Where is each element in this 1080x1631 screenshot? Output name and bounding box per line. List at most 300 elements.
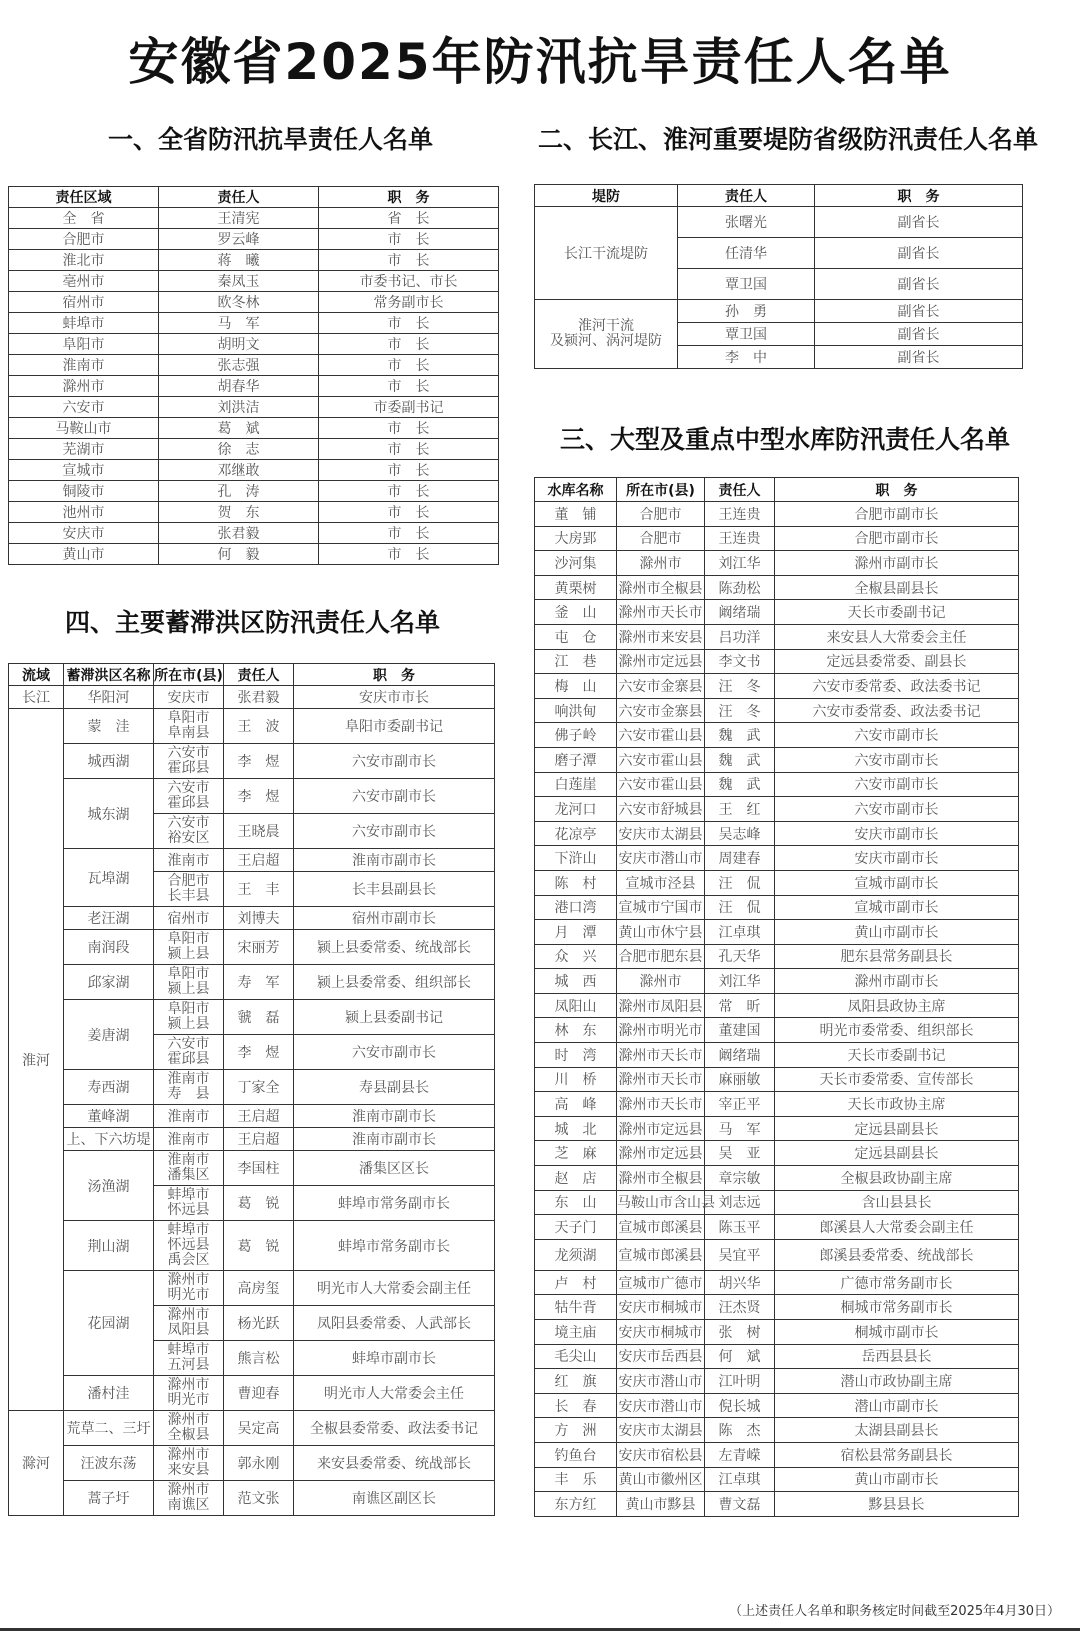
- table-row: [535, 723, 1019, 748]
- person-cell: 任清华: [678, 238, 815, 269]
- position-cell: 天长市委副书记: [775, 600, 1019, 625]
- table-row: [9, 686, 495, 709]
- column-header: 职 务: [319, 187, 499, 208]
- person-cell: 虢 磊: [224, 1000, 294, 1035]
- table-row: [9, 439, 499, 460]
- header-row: [535, 478, 1019, 502]
- location-cell: 宣城市宁国市: [617, 895, 705, 920]
- person-cell: 吴定高: [224, 1411, 294, 1446]
- region-cell: 马鞍山市: [9, 418, 159, 439]
- person-cell: 张 树: [705, 1320, 775, 1345]
- position-cell: 广德市常务副市长: [775, 1270, 1019, 1295]
- person-cell: 刘洪洁: [159, 397, 319, 418]
- location-cell: 滁州市 凤阳县: [154, 1306, 224, 1341]
- location-cell: 六安市霍山县: [617, 772, 705, 797]
- person-cell: 欧冬林: [159, 292, 319, 313]
- column-header: 职 务: [294, 664, 495, 686]
- reservoir-cell: 毛尖山: [535, 1344, 617, 1369]
- position-cell: 常务副市长: [319, 292, 499, 313]
- table-row: [535, 207, 1023, 238]
- position-cell: 桐城市常务副市长: [775, 1295, 1019, 1320]
- person-cell: 曹文磊: [705, 1492, 775, 1517]
- position-cell: 定远县副县长: [775, 1141, 1019, 1166]
- column-header: 责任人: [678, 185, 815, 207]
- position-cell: 天长市委副书记: [775, 1043, 1019, 1068]
- area-cell: 上、下六坊堤: [64, 1128, 154, 1151]
- location-cell: 淮南市 寿 县: [154, 1070, 224, 1105]
- basin-cell: 长江: [9, 686, 64, 709]
- column-header: 蓄滞洪区名称: [64, 664, 154, 686]
- table-row: [535, 797, 1019, 822]
- location-cell: 淮南市: [154, 849, 224, 872]
- person-cell: 刘志远: [705, 1190, 775, 1215]
- location-cell: 六安市霍山县: [617, 723, 705, 748]
- table-row: [535, 624, 1019, 649]
- section4-title: 四、主要蓄滞洪区防汛责任人名单: [65, 608, 441, 637]
- person-cell: 吴志峰: [705, 821, 775, 846]
- table-row: [9, 292, 499, 313]
- reservoir-cell: 下浒山: [535, 846, 617, 871]
- location-cell: 六安市金寨县: [617, 674, 705, 699]
- area-cell: 董峰湖: [64, 1105, 154, 1128]
- table-row: [9, 744, 495, 779]
- person-cell: 江卓琪: [705, 920, 775, 945]
- table-row: [535, 674, 1019, 699]
- position-cell: 潜山市副市长: [775, 1393, 1019, 1418]
- area-cell: 邱家湖: [64, 965, 154, 1000]
- position-cell: 市 长: [319, 502, 499, 523]
- table-row: [9, 709, 495, 744]
- position-cell: 合肥市副市长: [775, 502, 1019, 527]
- location-cell: 滁州市天长市: [617, 600, 705, 625]
- table-row: [9, 481, 499, 502]
- region-cell: 安庆市: [9, 523, 159, 544]
- region-cell: 滁州市: [9, 376, 159, 397]
- person-cell: 宋丽芳: [224, 930, 294, 965]
- table-row: [535, 969, 1019, 994]
- region-cell: 亳州市: [9, 271, 159, 292]
- section3-title: 三、大型及重点中型水库防汛责任人名单: [560, 425, 1011, 454]
- location-cell: 六安市霍山县: [617, 747, 705, 772]
- position-cell: 淮南市副市长: [294, 1105, 495, 1128]
- table-row: [535, 698, 1019, 723]
- reservoir-cell: 牯牛背: [535, 1295, 617, 1320]
- location-cell: 宣城市广德市: [617, 1270, 705, 1295]
- position-cell: 明光市委常委、组织部长: [775, 1018, 1019, 1043]
- section2-title: 二、长江、淮河重要堤防省级防汛责任人名单: [538, 125, 1039, 154]
- person-cell: 陈劲松: [705, 575, 775, 600]
- position-cell: 天长市政协主席: [775, 1092, 1019, 1117]
- region-cell: 池州市: [9, 502, 159, 523]
- location-cell: 滁州市明光市: [617, 1018, 705, 1043]
- reservoir-cell: 境主庙: [535, 1320, 617, 1345]
- table-row: [9, 907, 495, 930]
- location-cell: 六安市舒城县: [617, 797, 705, 822]
- table-row: [535, 1018, 1019, 1043]
- reservoir-cell: 釜 山: [535, 600, 617, 625]
- reservoir-table: [534, 477, 1019, 1517]
- location-cell: 滁州市 全椒县: [154, 1411, 224, 1446]
- region-cell: 宣城市: [9, 460, 159, 481]
- location-cell: 安庆市太湖县: [617, 821, 705, 846]
- basin-cell: 淮河: [9, 709, 64, 1411]
- reservoir-cell: 高 峰: [535, 1092, 617, 1117]
- position-cell: 六安市副市长: [294, 779, 495, 814]
- position-cell: 市 长: [319, 376, 499, 397]
- table-row: [9, 523, 499, 544]
- location-cell: 阜阳市 阜南县: [154, 709, 224, 744]
- basin-cell: 滁河: [9, 1411, 64, 1516]
- reservoir-cell: 方 洲: [535, 1418, 617, 1443]
- region-cell: 黄山市: [9, 544, 159, 565]
- position-cell: 天长市委常委、宣传部长: [775, 1067, 1019, 1092]
- location-cell: 滁州市 南谯区: [154, 1481, 224, 1516]
- position-cell: 寿县副县长: [294, 1070, 495, 1105]
- position-cell: 六安市副市长: [775, 772, 1019, 797]
- table-row: [535, 1043, 1019, 1068]
- reservoir-cell: 月 潭: [535, 920, 617, 945]
- person-cell: 周建春: [705, 846, 775, 871]
- reservoir-cell: 东 山: [535, 1190, 617, 1215]
- person-cell: 王 丰: [224, 872, 294, 907]
- location-cell: 蚌埠市 怀远县: [154, 1186, 224, 1221]
- location-cell: 黄山市黟县: [617, 1492, 705, 1517]
- position-cell: 来安县委常委、统战部长: [294, 1446, 495, 1481]
- person-cell: 常 昕: [705, 993, 775, 1018]
- person-cell: 李国柱: [224, 1151, 294, 1186]
- table-row: [9, 1105, 495, 1128]
- position-cell: 明光市人大常委会副主任: [294, 1271, 495, 1306]
- table-row: [535, 870, 1019, 895]
- region-cell: 铜陵市: [9, 481, 159, 502]
- person-cell: 张君毅: [224, 686, 294, 709]
- location-cell: 安庆市太湖县: [617, 1418, 705, 1443]
- location-cell: 安庆市潜山市: [617, 1369, 705, 1394]
- position-cell: 六安市副市长: [775, 723, 1019, 748]
- location-cell: 蚌埠市 怀远县 禹会区: [154, 1221, 224, 1271]
- position-cell: 合肥市副市长: [775, 526, 1019, 551]
- area-cell: 华阳河: [64, 686, 154, 709]
- reservoir-cell: 卢 村: [535, 1270, 617, 1295]
- table-row: [535, 1166, 1019, 1191]
- person-cell: 葛 锐: [224, 1186, 294, 1221]
- person-cell: 魏 武: [705, 723, 775, 748]
- position-cell: 淮南市副市长: [294, 1128, 495, 1151]
- column-header: 水库名称: [535, 478, 617, 502]
- table-row: [535, 551, 1019, 576]
- table-row: [9, 1376, 495, 1411]
- position-cell: 桐城市副市长: [775, 1320, 1019, 1345]
- region-cell: 合肥市: [9, 229, 159, 250]
- reservoir-cell: 赵 店: [535, 1166, 617, 1191]
- person-cell: 葛 斌: [159, 418, 319, 439]
- table-row: [535, 1369, 1019, 1394]
- position-cell: 市 长: [319, 229, 499, 250]
- position-cell: 郎溪县人大常委会副主任: [775, 1215, 1019, 1240]
- position-cell: 安庆市副市长: [775, 846, 1019, 871]
- location-cell: 六安市 霍邱县: [154, 1035, 224, 1070]
- person-cell: 何 斌: [705, 1344, 775, 1369]
- person-cell: 董建国: [705, 1018, 775, 1043]
- table-row: [535, 1092, 1019, 1117]
- position-cell: 副省长: [815, 323, 1023, 346]
- location-cell: 安庆市桐城市: [617, 1295, 705, 1320]
- position-cell: 岳西县县长: [775, 1344, 1019, 1369]
- person-cell: 胡春华: [159, 376, 319, 397]
- position-cell: 滁州市副市长: [775, 969, 1019, 994]
- person-cell: 覃卫国: [678, 269, 815, 300]
- person-cell: 李文书: [705, 649, 775, 674]
- position-cell: 宿州市副市长: [294, 907, 495, 930]
- position-cell: 副省长: [815, 300, 1023, 323]
- header-row: [9, 187, 499, 208]
- region-cell: 全 省: [9, 208, 159, 229]
- location-cell: 安庆市潜山市: [617, 846, 705, 871]
- person-cell: 罗云峰: [159, 229, 319, 250]
- person-cell: 张志强: [159, 355, 319, 376]
- column-header: 责任区域: [9, 187, 159, 208]
- reservoir-cell: 磨子潭: [535, 747, 617, 772]
- reservoir-cell: 屯 仓: [535, 624, 617, 649]
- page-title: 安徽省2025年防汛抗旱责任人名单: [128, 33, 952, 91]
- table-row: [9, 250, 499, 271]
- person-cell: 马 军: [159, 313, 319, 334]
- table-row: [535, 1492, 1019, 1517]
- person-cell: 王 红: [705, 797, 775, 822]
- location-cell: 滁州市天长市: [617, 1067, 705, 1092]
- position-cell: 市 长: [319, 544, 499, 565]
- person-cell: 汪杰贤: [705, 1295, 775, 1320]
- location-cell: 滁州市天长市: [617, 1092, 705, 1117]
- table-row: [535, 821, 1019, 846]
- footnote: （上述责任人名单和职务核定时间截至2025年4月30日）: [729, 1604, 1060, 1619]
- position-cell: 全椒县委常委、政法委书记: [294, 1411, 495, 1446]
- location-cell: 滁州市全椒县: [617, 1166, 705, 1191]
- location-cell: 滁州市 明光市: [154, 1376, 224, 1411]
- province-table: [8, 186, 499, 565]
- region-cell: 芜湖市: [9, 439, 159, 460]
- location-cell: 滁州市 来安县: [154, 1446, 224, 1481]
- person-cell: 贺 东: [159, 502, 319, 523]
- person-cell: 汪 侃: [705, 870, 775, 895]
- person-cell: 胡明文: [159, 334, 319, 355]
- person-cell: 王启超: [224, 849, 294, 872]
- position-cell: 宣城市副市长: [775, 870, 1019, 895]
- location-cell: 滁州市凤阳县: [617, 993, 705, 1018]
- person-cell: 汪 冬: [705, 698, 775, 723]
- table-row: [535, 1442, 1019, 1467]
- location-cell: 六安市 霍邱县: [154, 779, 224, 814]
- reservoir-cell: 川 桥: [535, 1067, 617, 1092]
- column-header: 责任人: [224, 664, 294, 686]
- region-cell: 蚌埠市: [9, 313, 159, 334]
- table-row: [9, 313, 499, 334]
- table-row: [9, 460, 499, 481]
- reservoir-cell: 港口湾: [535, 895, 617, 920]
- table-row: [9, 849, 495, 872]
- position-cell: 颍上县委副书记: [294, 1000, 495, 1035]
- person-cell: 李 煜: [224, 744, 294, 779]
- reservoir-cell: 芝 麻: [535, 1141, 617, 1166]
- person-cell: 曹迎春: [224, 1376, 294, 1411]
- location-cell: 六安市 霍邱县: [154, 744, 224, 779]
- table-row: [9, 779, 495, 814]
- reservoir-cell: 沙河集: [535, 551, 617, 576]
- position-cell: 安庆市副市长: [775, 821, 1019, 846]
- table-row: [535, 1467, 1019, 1492]
- reservoir-cell: 梅 山: [535, 674, 617, 699]
- reservoir-cell: 陈 村: [535, 870, 617, 895]
- location-cell: 黄山市徽州区: [617, 1467, 705, 1492]
- location-cell: 阜阳市 颍上县: [154, 965, 224, 1000]
- position-cell: 市 长: [319, 460, 499, 481]
- table-row: [9, 334, 499, 355]
- position-cell: 潘集区区长: [294, 1151, 495, 1186]
- position-cell: 黟县县长: [775, 1492, 1019, 1517]
- table-row: [9, 397, 499, 418]
- person-cell: 王启超: [224, 1105, 294, 1128]
- location-cell: 淮南市 潘集区: [154, 1151, 224, 1186]
- person-cell: 吕功洋: [705, 624, 775, 649]
- position-cell: 副省长: [815, 207, 1023, 238]
- table-row: [9, 1070, 495, 1105]
- person-cell: 刘江华: [705, 551, 775, 576]
- position-cell: 市委书记、市长: [319, 271, 499, 292]
- person-cell: 王晓晨: [224, 814, 294, 849]
- area-cell: 城东湖: [64, 779, 154, 849]
- location-cell: 滁州市: [617, 551, 705, 576]
- position-cell: 肥东县常务副县长: [775, 944, 1019, 969]
- reservoir-cell: 城 北: [535, 1116, 617, 1141]
- location-cell: 合肥市 长丰县: [154, 872, 224, 907]
- position-cell: 市 长: [319, 523, 499, 544]
- position-cell: 滁州市副市长: [775, 551, 1019, 576]
- table-row: [9, 355, 499, 376]
- flood-storage-table: [8, 663, 495, 1516]
- table-row: [535, 502, 1019, 527]
- table-row: [535, 747, 1019, 772]
- position-cell: 含山县县长: [775, 1190, 1019, 1215]
- location-cell: 合肥市: [617, 502, 705, 527]
- table-row: [535, 300, 1023, 323]
- person-cell: 李 中: [678, 346, 815, 369]
- column-header: 所在市(县): [617, 478, 705, 502]
- table-row: [9, 1446, 495, 1481]
- person-cell: 章宗敏: [705, 1166, 775, 1191]
- person-cell: 丁家全: [224, 1070, 294, 1105]
- location-cell: 淮南市: [154, 1128, 224, 1151]
- location-cell: 滁州市 明光市: [154, 1271, 224, 1306]
- column-header: 堤防: [535, 185, 678, 207]
- person-cell: 汪 侃: [705, 895, 775, 920]
- header-row: [535, 185, 1023, 207]
- location-cell: 安庆市潜山市: [617, 1393, 705, 1418]
- person-cell: 王 波: [224, 709, 294, 744]
- position-cell: 全椒县副县长: [775, 575, 1019, 600]
- table-row: [535, 846, 1019, 871]
- position-cell: 凤阳县委常委、人武部长: [294, 1306, 495, 1341]
- table-row: [535, 1116, 1019, 1141]
- location-cell: 合肥市肥东县: [617, 944, 705, 969]
- table-row: [9, 930, 495, 965]
- person-cell: 刘江华: [705, 969, 775, 994]
- region-cell: 六安市: [9, 397, 159, 418]
- reservoir-cell: 丰 乐: [535, 1467, 617, 1492]
- reservoir-cell: 长 春: [535, 1393, 617, 1418]
- location-cell: 滁州市定远县: [617, 1116, 705, 1141]
- location-cell: 安庆市桐城市: [617, 1320, 705, 1345]
- person-cell: 宰正平: [705, 1092, 775, 1117]
- table-row: [535, 1320, 1019, 1345]
- reservoir-cell: 董 铺: [535, 502, 617, 527]
- reservoir-cell: 响洪甸: [535, 698, 617, 723]
- position-cell: 六安市委常委、政法委书记: [775, 698, 1019, 723]
- reservoir-cell: 时 湾: [535, 1043, 617, 1068]
- location-cell: 黄山市休宁县: [617, 920, 705, 945]
- location-cell: 合肥市: [617, 526, 705, 551]
- position-cell: 安庆市市长: [294, 686, 495, 709]
- table-row: [535, 1190, 1019, 1215]
- area-cell: 花园湖: [64, 1271, 154, 1376]
- location-cell: 阜阳市 颍上县: [154, 1000, 224, 1035]
- table-row: [535, 1067, 1019, 1092]
- position-cell: 太湖县副县长: [775, 1418, 1019, 1443]
- position-cell: 颍上县委常委、统战部长: [294, 930, 495, 965]
- position-cell: 市 长: [319, 313, 499, 334]
- person-cell: 江卓琪: [705, 1467, 775, 1492]
- table-row: [9, 229, 499, 250]
- location-cell: 安庆市岳西县: [617, 1344, 705, 1369]
- person-cell: 阚绪瑞: [705, 600, 775, 625]
- reservoir-cell: 天子门: [535, 1215, 617, 1240]
- person-cell: 寿 军: [224, 965, 294, 1000]
- table-row: [535, 920, 1019, 945]
- position-cell: 黄山市副市长: [775, 920, 1019, 945]
- area-cell: 寿西湖: [64, 1070, 154, 1105]
- embankment-cell: 淮河干流 及颍河、涡河堤防: [535, 300, 678, 369]
- location-cell: 宣城市郎溪县: [617, 1215, 705, 1240]
- location-cell: 蚌埠市 五河县: [154, 1341, 224, 1376]
- table-row: [535, 1295, 1019, 1320]
- section1-title: 一、全省防汛抗旱责任人名单: [108, 125, 434, 154]
- location-cell: 宣城市郎溪县: [617, 1239, 705, 1270]
- person-cell: 陈 杰: [705, 1418, 775, 1443]
- position-cell: 黄山市副市长: [775, 1467, 1019, 1492]
- area-cell: 姜唐湖: [64, 1000, 154, 1070]
- position-cell: 市 长: [319, 418, 499, 439]
- position-cell: 宿松县常务副县长: [775, 1442, 1019, 1467]
- person-cell: 蒋 曦: [159, 250, 319, 271]
- person-cell: 吴宜平: [705, 1239, 775, 1270]
- reservoir-cell: 龙须湖: [535, 1239, 617, 1270]
- person-cell: 马 军: [705, 1116, 775, 1141]
- table-row: [535, 1393, 1019, 1418]
- column-header: 职 务: [815, 185, 1023, 207]
- position-cell: 市 长: [319, 250, 499, 271]
- position-cell: 凤阳县政协主席: [775, 993, 1019, 1018]
- position-cell: 长丰县副县长: [294, 872, 495, 907]
- person-cell: 陈玉平: [705, 1215, 775, 1240]
- header-row: [9, 664, 495, 686]
- position-cell: 定远县副县长: [775, 1116, 1019, 1141]
- location-cell: 滁州市全椒县: [617, 575, 705, 600]
- location-cell: 宿州市: [154, 907, 224, 930]
- area-cell: 南润段: [64, 930, 154, 965]
- table-row: [9, 1221, 495, 1271]
- location-cell: 滁州市: [617, 969, 705, 994]
- person-cell: 左青嵘: [705, 1442, 775, 1467]
- region-cell: 宿州市: [9, 292, 159, 313]
